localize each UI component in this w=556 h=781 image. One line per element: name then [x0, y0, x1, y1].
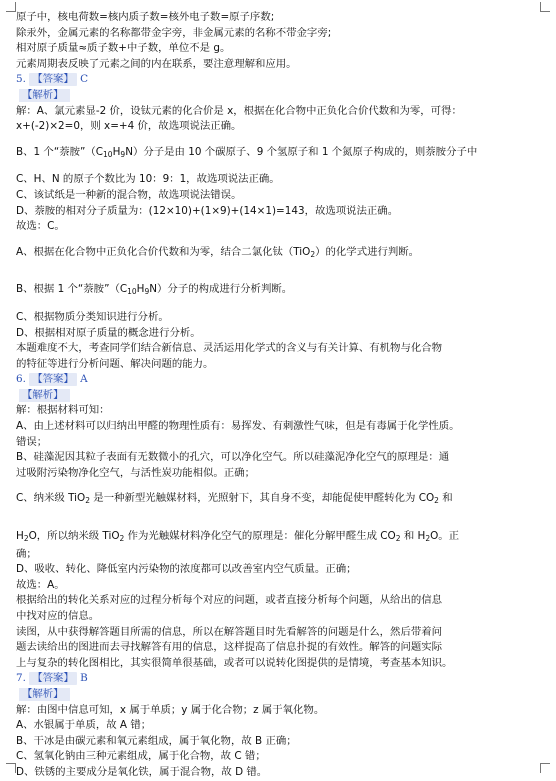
q7-analysis-tag: 【解析】 [19, 688, 70, 701]
q5-number: 5. [16, 73, 26, 86]
q6-analysis-tag: 【解析】 [19, 389, 70, 402]
q5-line: D、萘胺的相对分子质量为：(12×10)+(1×9)+(14×1)=143，故选项说法正确。 [16, 204, 399, 217]
intro-line: 除汞外，金属元素的名称都带金字旁，非金属元素的名称不带金字旁; [16, 26, 332, 39]
q6-line: 故选：A。 [16, 578, 65, 591]
q6-line: 中找对应的信息。 [16, 610, 100, 622]
q6-line: 过吸附污染物净化空气，与活性炭功能相似。正确； [16, 466, 255, 479]
q7-answer: B [80, 672, 88, 685]
q6-answer-row [16, 372, 542, 388]
q5-hint-b: B、根据 1 个“萘胺$”(C_{10}H_9N)$分子的构成进行分析判断。 [16, 283, 293, 297]
q6-line: B、硅藻泥因其粒子表面有无数微小的孔穴，可以净化空气。所以硅藻泥净化空气的原理是：通 [16, 451, 450, 464]
q6-number: 6. [16, 373, 26, 386]
q6-line: 确； [16, 547, 37, 560]
q5-line: 故选：C。 [16, 220, 65, 233]
crop-mark-top-left [6, 2, 16, 12]
q5-line: x+(-2)×2=0，则 x=+4 价，故选项说法正确。 [16, 120, 242, 133]
q5-line: 的特征等进行分析问题、解决问题的能力。 [16, 357, 214, 370]
q6-answer-tag: 【答案】 [29, 373, 77, 386]
q7-line: B、干冰是由碳元素和氧元素组成，属于氧化物，故 B 正确； [16, 734, 297, 747]
q6-line: 读图，从中获得解答题目所需的信息，所以在解答题目时先看解答的问题是什么，然后带着问 [16, 625, 443, 638]
q7-answer-row [16, 671, 542, 687]
q7-line: D、铁锈的主要成分是氧化铁，属于混合物，故 D 错。 [16, 765, 268, 778]
q5-analysis-row [16, 88, 542, 104]
q7-analysis-row [16, 687, 542, 703]
q6-line: 错误； [16, 435, 48, 448]
q6-line: 解：根据材料可知： [16, 404, 110, 417]
q5-line: D、根据相对原子质量的概念进行分析。 [16, 326, 201, 339]
q7-answer-tag: 【答案】 [29, 672, 77, 685]
q6-line: D、吸收、转化、降低室内污染物的浓度都可以改善室内空气质量。正确； [16, 563, 357, 576]
q7-line: C、氢氧化钠由三种元素组成，属于化合物，故 C 错； [16, 750, 266, 763]
q5-line: 本题难度不大，考查同学们结合新信息、灵活运用化学式的含义与有关计算、有机物与化合物 [16, 342, 443, 355]
crop-mark-bottom-left [6, 763, 16, 773]
q6-line: 上与复杂的转化图相比，其实很简单很基础，或者可以说转化图提供的是情境，考查基本知识。 [16, 656, 453, 669]
q6-line-c2: $H_2O$，所以纳米级 TiO$_2$ 作为光触媒材料净化空气的原理是：催化分解甲醛生成 $CO_2$ 和 $H_2O$。正 [16, 530, 460, 544]
q7-number: 7. [16, 672, 26, 685]
q5-analysis-tag: 【解析】 [19, 89, 70, 102]
q5-line: C、H、N 的原子个数比为 10：9：1，故选项说法正确。 [16, 173, 280, 186]
q5-hint-a: A、根据在化合物中正负化合价代数和为零，结合二氯化钛（TiO$_2$）的化学式进行判断。 [16, 245, 420, 259]
q5-line: C、根据物质分类知识进行分析。 [16, 310, 169, 323]
q5-line: C、该试纸是一种新的混合物，故选项说法错误。 [16, 188, 242, 201]
q5-line-b: B、1 个“萘胺$”(C_{10}H_9N)$分子是由 10 个碳原子、9 个氢原子和 1 个氮原子构成的，则萘胺分子中 [16, 145, 478, 159]
q6-line-c: C、纳米级 TiO$_2$ 是一种新型光触媒材料，光照射下，其自身不变，却能促使甲醛转化为 $CO_2$ 和 [16, 492, 453, 506]
document-body [16, 10, 542, 781]
q6-analysis-row [16, 388, 542, 404]
q5-answer-row [16, 72, 542, 88]
intro-line: 相对原子质量≈质子数+中子数，单位不是 g。 [16, 42, 231, 55]
q7-line: 解：由图中信息可知，x 属于单质；y 属于化合物；z 属于氧化物。 [16, 703, 325, 716]
q5-line: 解：A、氯元素显-2 价，设钛元素的化合价是 x，根据在化合物中正负化合价代数和为零，可得： [16, 104, 462, 117]
q6-answer: A [80, 373, 88, 386]
intro-line: 原子中，核电荷数=核内质子数=核外电子数=原子序数; [16, 11, 275, 23]
q5-answer-tag: 【答案】 [29, 73, 77, 86]
q7-line: A、水银属于单质，故 A 错； [16, 719, 152, 732]
q6-line: A、由上述材料可以归纳出甲醛的物理性质有：易挥发、有刺激性气味，但是有毒属于化学性质。 [16, 420, 460, 433]
intro-line: 元素周期表反映了元素之间的内在联系，要注意理解和应用。 [16, 57, 297, 70]
q5-answer: C [80, 73, 89, 86]
q6-line: 题去读给出的图进而去寻找解答有用的信息，这样提高了信息扑捉的有效性。解答的问题实际 [16, 641, 443, 654]
q6-line: 根据给出的转化关系对应的过程分析每个对应的问题，或者直接分析每个问题，从给出的信息 [16, 594, 443, 607]
